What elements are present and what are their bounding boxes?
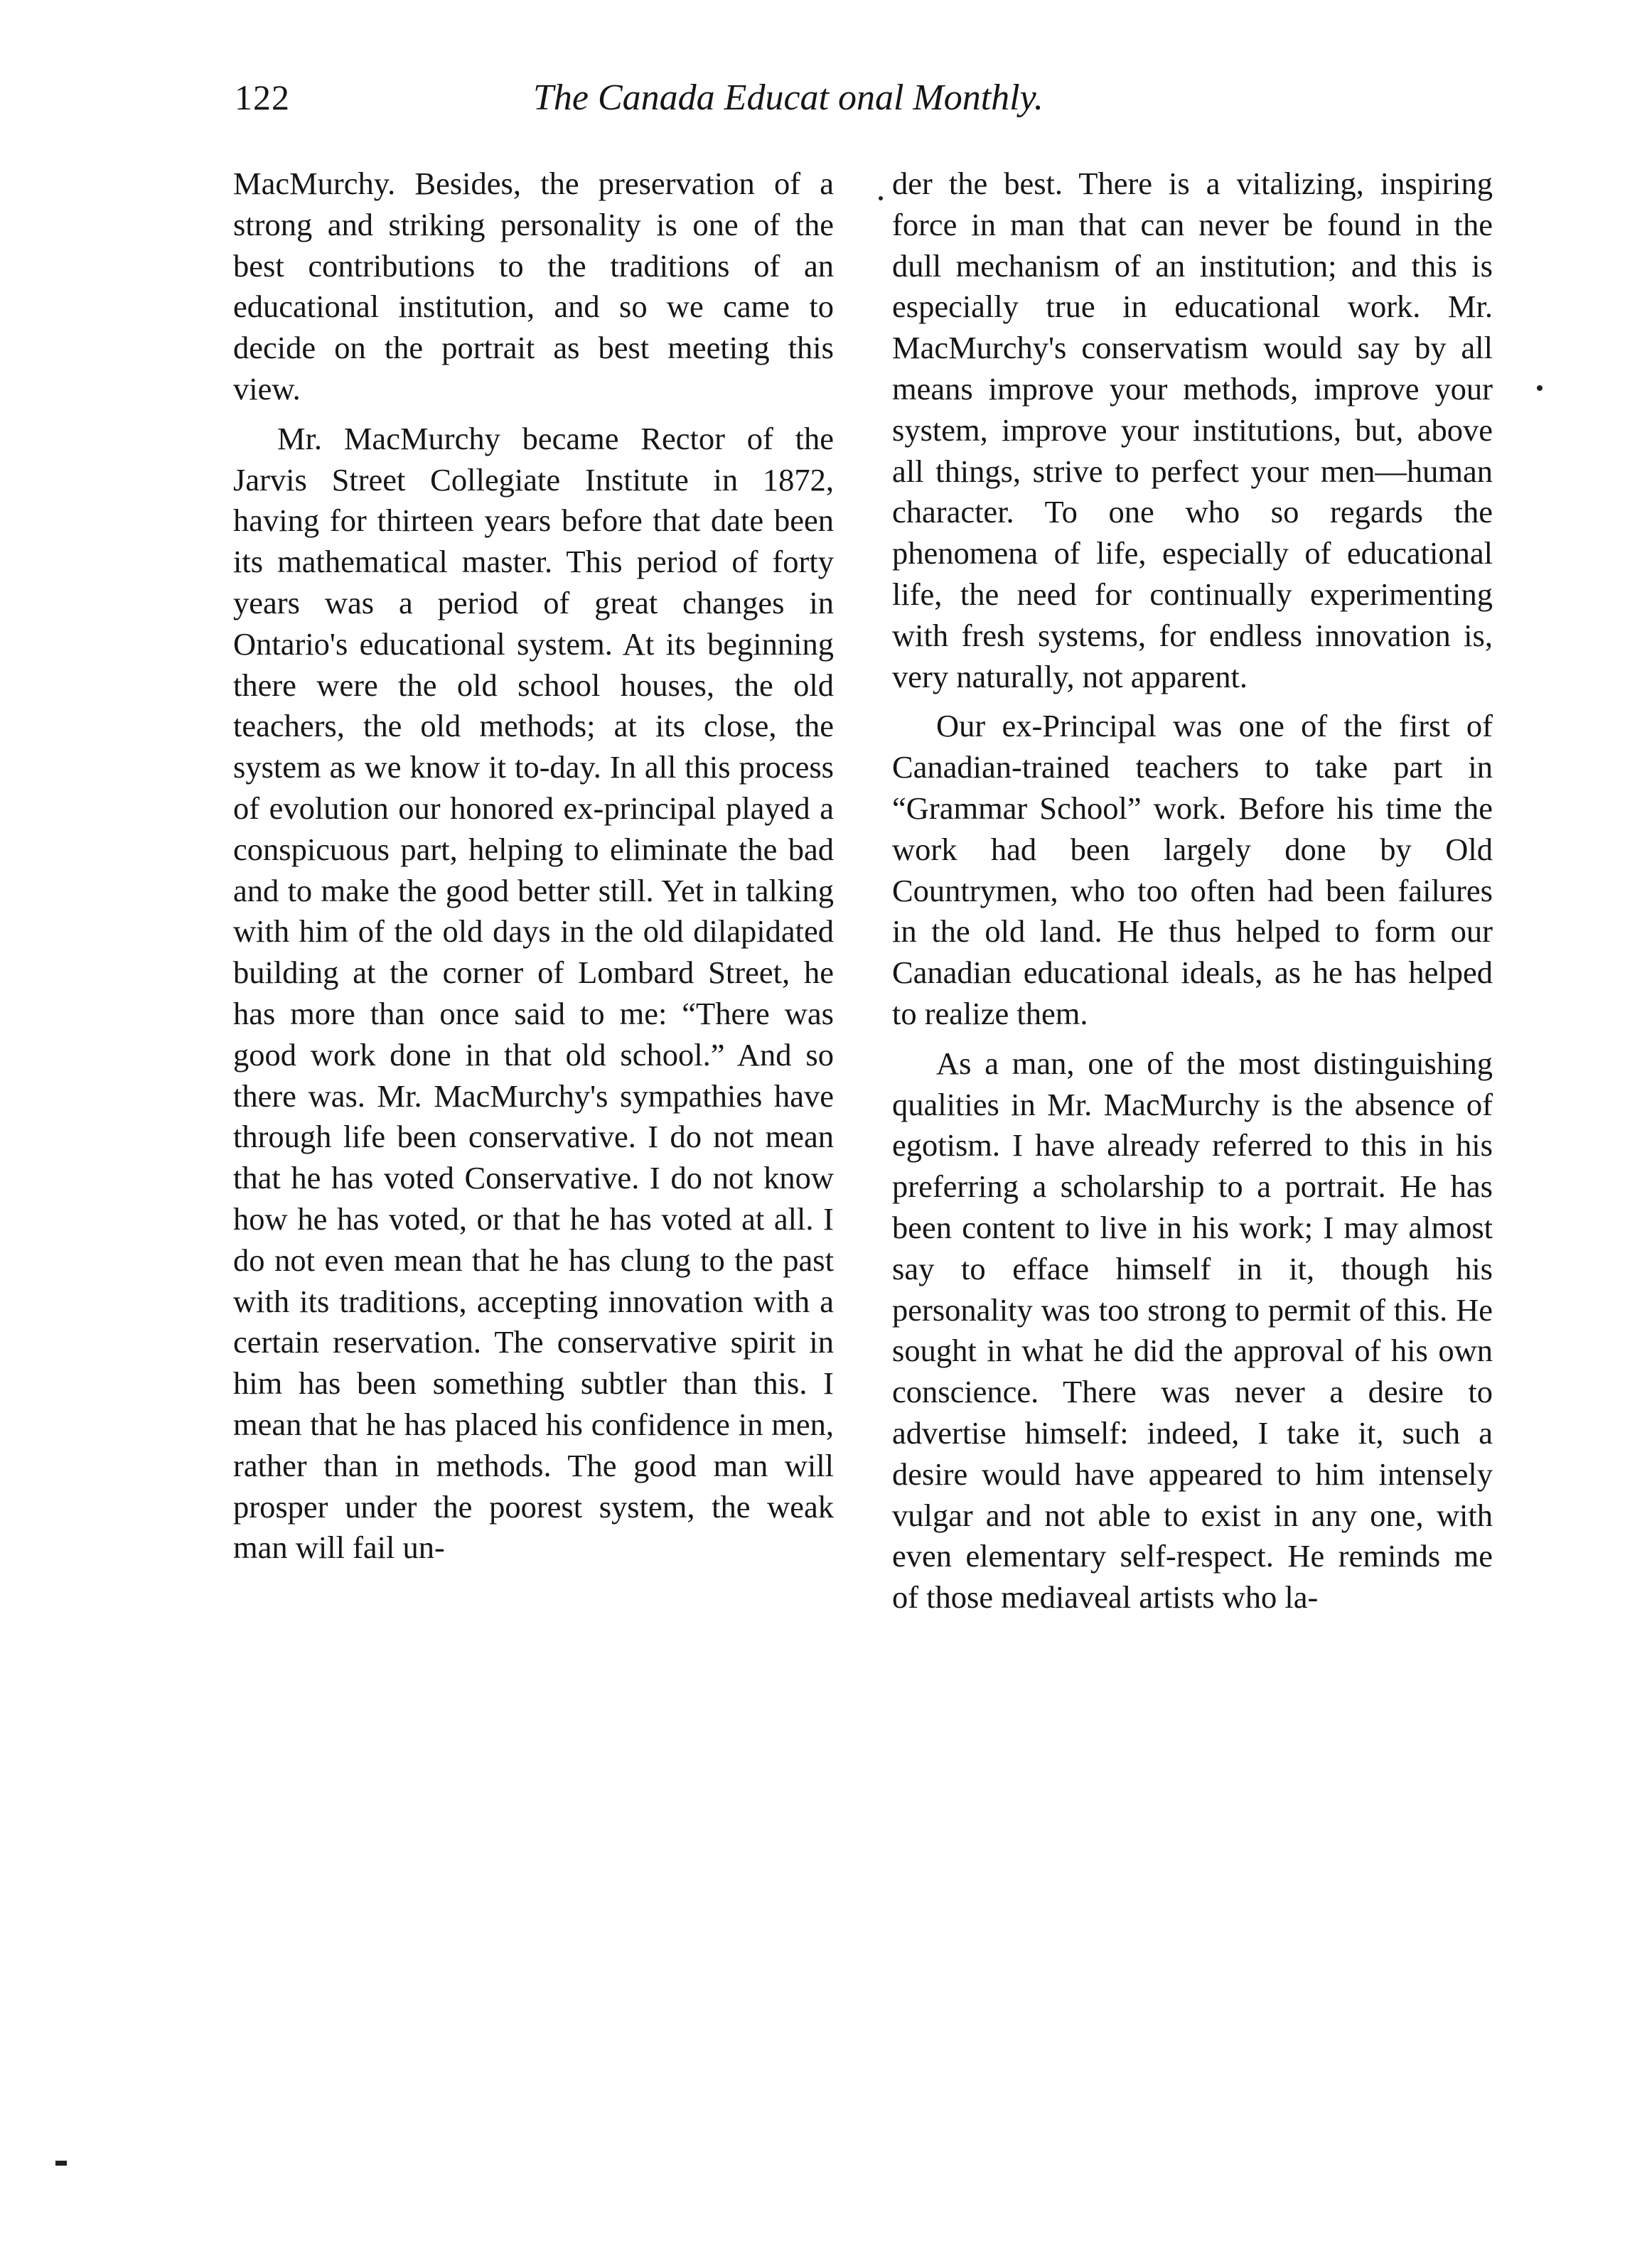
paragraph-grammar-school: Our ex-Principal was one of the first of Canadian-trained teachers to take part in “Grammar School” work. Before his time the work had been largely done by Old Countrymen, who too often had been failures in the old land. He thus helped to form our Canadian educational ideals, as he has helped to realize them. — [892, 708, 1493, 1031]
paragraph-portrait-view: MacMurchy. Besides, the preservation of a strong and striking personality is one of the best contributions to the traditions of an educational institution, and so we came to decide on the portrait as best meeting this view. — [233, 166, 834, 407]
margin-ink-mark — [55, 2161, 67, 2166]
journal-title: The Canada Educat onal Monthly. — [533, 77, 1044, 118]
paragraph-absence-of-egotism: As a man, one of the most distinguishing qualities in Mr. MacMurchy is the absence of egotism. I have already referred to this in his preferring a scholarship to a portrait. He has been content to live in his work; I may almost say to efface himself in it, though his personality was too strong to permit of this. He sought in what he did the approval of his own conscience. There was never a desire to advertise himself: indeed, I take it, such a desire would have appeared to him intensely vulgar and not able to exist in any one, with even elementary self-respect. He reminds me of those mediaveal artists who la- — [892, 1045, 1493, 1616]
right-column — [892, 163, 1493, 1618]
page-number: 122 — [235, 77, 290, 117]
running-header — [235, 77, 1500, 141]
paragraph-vitalizing-force: der the best. There is a vitalizing, inspiring force in man that can never be found in the dull mechanism of an institution; and this is especially true in educational work. Mr. MacMurchy's conservatism would say by all means improve your methods, improve your system, improve your institutions, but, above all things, strive to perfect your men—human character. To one who so regards the phenomena of life, especially of educational life, the need for continually experimenting with fresh systems, for endless innovation is, very naturally, not apparent. — [892, 166, 1493, 694]
margin-ink-dot — [1537, 385, 1543, 391]
left-column — [233, 163, 834, 1569]
gutter-ink-dot — [879, 196, 883, 200]
paragraph-rector-career: Mr. MacMurchy became Rector of the Jarvis Street Collegiate Institute in 1872, having for thirteen years before that date been its mathematical master. This period of forty years was a period of great changes in Ontario's educational system. At its beginning there were the old school houses, the old teachers, the old methods; at its close, the system as we know it to-day. In all this process of evolution our honored ex-principal played a conspicuous part, helping to eliminate the bad and to make the good better still. Yet in talking with him of the old days in the old dilapidated building at the corner of Lombard Street, he has more than once said to me: “There was good work done in that old school.” And so there was. Mr. MacMurchy's sympathies have through life been conservative. I do not mean that he has voted Conservative. I do not know how he has voted, or that he has voted at all. I do not even mean that he has clung to the past with its traditions, accepting innovation with a certain reservation. The conservative spirit in him has been something subtler than this. I mean that he has placed his confidence in men, rather than in methods. The good man will prosper under the poorest system, the weak man will fail un- — [233, 420, 834, 1566]
